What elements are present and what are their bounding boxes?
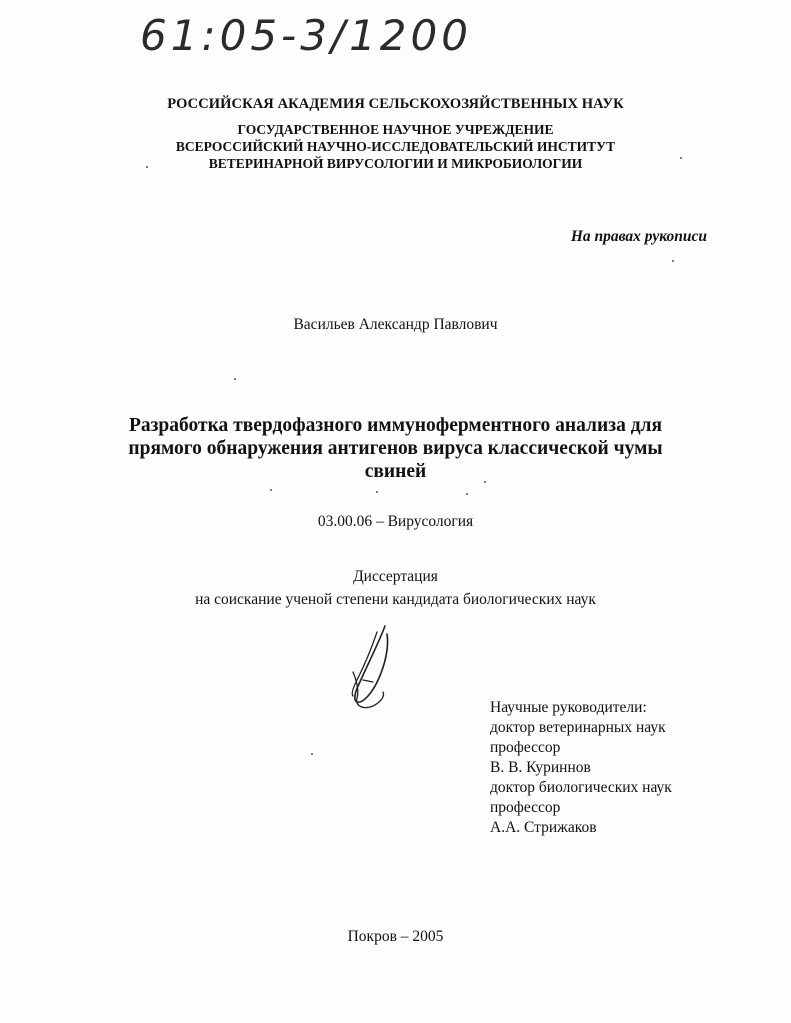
institute-line: ГОСУДАРСТВЕННОЕ НАУЧНОЕ УЧРЕЖДЕНИЕ xyxy=(237,122,554,137)
handwritten-code-graphic xyxy=(138,2,478,62)
signature-mark xyxy=(333,622,401,712)
advisor-line: доктор биологических наук xyxy=(490,779,672,796)
dissertation-label: Диссертация xyxy=(353,568,438,585)
degree-description: на соискание ученой степени кандидата биологических наук xyxy=(195,591,596,608)
scan-speck xyxy=(376,491,378,493)
institute-line: ВСЕРОССИЙСКИЙ НАУЧНО-ИССЛЕДОВАТЕЛЬСКИЙ ИНСТИТУТ xyxy=(175,139,616,154)
academy-name: РОССИЙСКАЯ АКАДЕМИЯ СЕЛЬСКОХОЗЯЙСТВЕННЫХ НАУК xyxy=(167,96,624,112)
title-line: свиней xyxy=(364,461,427,482)
scan-speck xyxy=(311,753,313,755)
scan-speck xyxy=(466,493,468,495)
scan-speck xyxy=(234,378,236,380)
title-line: прямого обнаружения антигенов вируса классической чумы xyxy=(128,438,663,459)
advisor-line: доктор ветеринарных наук xyxy=(490,719,666,736)
scan-speck xyxy=(270,489,272,491)
manuscript-note: На правах рукописи xyxy=(570,228,707,245)
scan-speck xyxy=(484,481,486,483)
advisor-line: профессор xyxy=(490,739,561,756)
advisor-line: профессор xyxy=(490,799,561,816)
archive-code-handwritten xyxy=(138,2,478,62)
dissertation-title xyxy=(0,414,791,483)
author-name: Васильев Александр Павлович xyxy=(293,316,498,333)
advisor-line: А.А. Стрижаков xyxy=(490,819,597,836)
signature-icon xyxy=(333,622,401,712)
scientific-advisors xyxy=(490,698,672,838)
handwritten-code-text: 61:05-3/1200 xyxy=(140,11,472,60)
scan-speck xyxy=(680,157,682,159)
city-year: Покров – 2005 xyxy=(347,928,444,945)
institute-block xyxy=(0,121,791,172)
institute-line: ВЕТЕРИНАРНОЙ ВИРУСОЛОГИИ И МИКРОБИОЛОГИИ xyxy=(208,156,583,171)
dissertation-purpose xyxy=(0,565,791,611)
advisors-heading: Научные руководители: xyxy=(490,699,647,716)
title-line: Разработка твердофазного иммуноферментного анализа для xyxy=(128,415,663,436)
scan-speck xyxy=(672,260,674,262)
advisor-line: В. В. Куриннов xyxy=(490,759,591,776)
specialty-code: 03.00.06 – Вирусология xyxy=(317,513,474,530)
scan-speck xyxy=(146,166,148,168)
